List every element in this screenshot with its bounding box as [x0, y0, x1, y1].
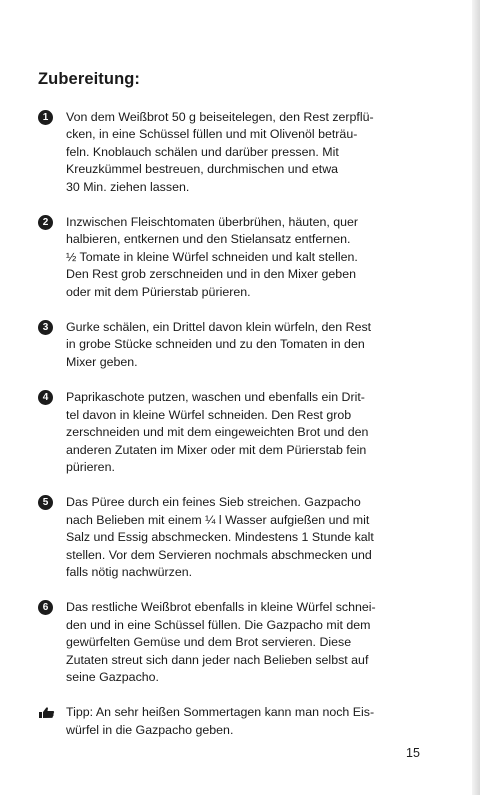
step-text-line: ½ Tomate in kleine Würfel schneiden und kalt stellen.: [66, 249, 358, 264]
step-5: [38, 494, 423, 581]
step-text-line: Paprikaschote putzen, waschen und ebenfalls ein Drit-: [66, 390, 365, 405]
step-text-line: 30 Min. ziehen lassen.: [66, 179, 190, 194]
step-text-line: Kreuzkümmel bestreuen, durchmischen und etwa: [66, 162, 339, 177]
step-text-line: Das restliche Weißbrot ebenfalls in kleine Würfel schnei-: [66, 600, 376, 615]
step-6: [38, 599, 423, 686]
step-text-line: oder mit dem Pürierstab pürieren.: [66, 284, 251, 299]
step-text-line: halbieren, entkernen und den Stielansatz entfernen.: [66, 232, 351, 247]
step-number-icon: 1: [38, 110, 53, 125]
step-number-icon: 6: [38, 600, 53, 615]
step-text-line: cken, in eine Schüssel füllen und mit Olivenöl beträu-: [66, 127, 358, 142]
step-text-line: tel davon in kleine Würfel schneiden. Den Rest grob: [66, 407, 352, 422]
page-number: 15: [406, 746, 420, 760]
tip-pointing-icon: [38, 706, 55, 720]
step-text-line: Mixer geben.: [66, 354, 138, 369]
step-text-line: anderen Zutaten im Mixer oder mit dem Pürierstab fein: [66, 442, 367, 457]
step-text-line: Zutaten streut sich dann jeder nach Belieben selbst auf: [66, 652, 369, 667]
step-text-line: feln. Knoblauch schälen und darüber pressen. Mit: [66, 144, 339, 159]
step-text-line: nach Belieben mit einem ¼ l Wasser aufgießen und mit: [66, 512, 370, 527]
step-2: [38, 214, 423, 301]
step-text-line: zerschneiden und mit dem eingeweichten Brot und den: [66, 425, 369, 440]
step-text-line: Salz und Essig abschmecken. Mindestens 1 Stunde kalt: [66, 530, 374, 545]
step-text-line: seine Gazpacho.: [66, 669, 159, 684]
page-edge: [472, 0, 480, 795]
step-text-line: pürieren.: [66, 459, 115, 474]
step-text-line: Das Püree durch ein feines Sieb streichen. Gazpacho: [66, 495, 361, 510]
tip-text-line: würfel in die Gazpacho geben.: [66, 722, 234, 737]
step-text-line: in grobe Stücke schneiden und zu den Tomaten in den: [66, 337, 365, 352]
step-number-icon: 2: [38, 215, 53, 230]
page-title: Zubereitung:: [38, 70, 141, 88]
step-text-line: stellen. Vor dem Servieren nochmals abschmecken und: [66, 547, 372, 562]
step-number-icon: 5: [38, 495, 53, 510]
step-text-line: Den Rest grob zerschneiden und in den Mixer geben: [66, 267, 356, 282]
step-text-line: Von dem Weißbrot 50 g beiseitelegen, den Rest zerpflü-: [66, 110, 374, 124]
instruction-list: [38, 109, 423, 739]
step-1: [38, 109, 423, 196]
step-3: [38, 319, 423, 371]
tip-text-line: Tipp: An sehr heißen Sommertagen kann man noch Eis-: [66, 705, 375, 720]
step-text-line: Inzwischen Fleischtomaten überbrühen, häuten, quer: [66, 215, 359, 230]
step-text-line: falls nötig nachwürzen.: [66, 564, 193, 579]
step-4: [38, 389, 423, 476]
step-text-line: gewürfelten Gemüse und dem Brot servieren. Diese: [66, 635, 352, 650]
step-number-icon: 4: [38, 390, 53, 405]
step-number-icon: 3: [38, 320, 53, 335]
step-text-line: den und in eine Schüssel füllen. Die Gazpacho mit dem: [66, 617, 371, 632]
step-text-line: Gurke schälen, ein Drittel davon klein würfeln, den Rest: [66, 320, 372, 335]
tip: [38, 704, 423, 739]
